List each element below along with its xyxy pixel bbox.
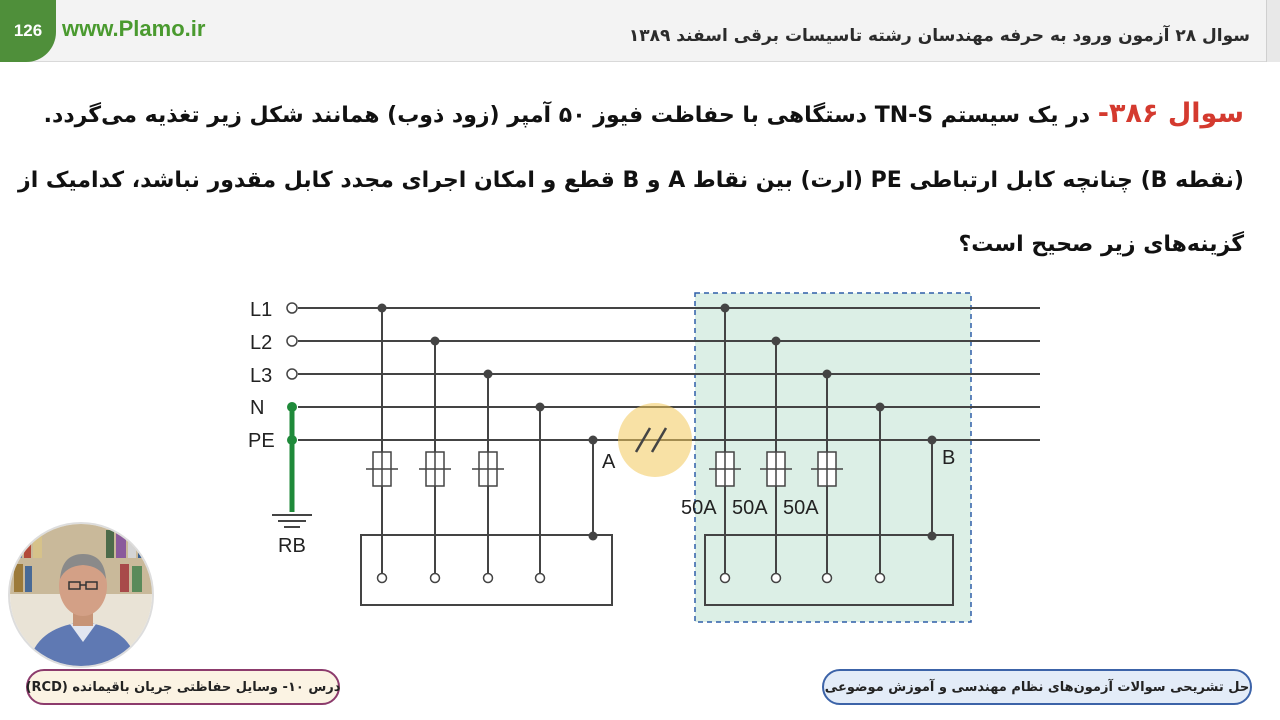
label-pe: PE	[248, 430, 275, 452]
question-line-2: (نقطه B) چنانچه کابل ارتباطی PE (ارت) بین نقاط A و B قطع و امکان اجرای مجدد کابل مقدور نباشد، کدامیک از	[18, 168, 1244, 193]
left-device-enclosure	[361, 535, 612, 605]
fuse-rating-3: 50A	[783, 497, 819, 519]
lesson-title-pill: درس ۱۰- وسایل حفاظتی جریان باقیمانده (RCD)	[26, 669, 340, 705]
label-n: N	[250, 397, 265, 419]
question-line-3: گزینه‌های زیر صحیح است؟	[958, 232, 1244, 257]
terminal-l1	[287, 303, 297, 313]
tn-s-circuit-diagram	[0, 280, 1280, 640]
label-l2: L2	[250, 332, 273, 354]
label-l1: L1	[250, 299, 273, 321]
earth-ground-icon	[272, 515, 312, 527]
header-title: سوال ۲۸ آزمون ورود به حرفه مهندسان رشته تاسیسات برقی اسفند ۱۳۸۹	[628, 26, 1250, 46]
label-rb: RB	[278, 535, 306, 557]
fuse-rating-1: 50A	[681, 497, 717, 519]
page-number-badge: 126	[0, 0, 56, 62]
fuse-rating-2: 50A	[732, 497, 768, 519]
terminal-l2	[287, 336, 297, 346]
label-point-a: A	[602, 451, 616, 473]
label-point-b: B	[942, 447, 956, 469]
question-line-1-text: در یک سیستم TN-S دستگاهی با حفاظت فیوز ۵۰ آمپر (زود ذوب) همانند شکل زیر تغذیه می‌گردد.	[43, 103, 1091, 128]
presenter-avatar	[8, 522, 154, 668]
series-title-pill: حل تشریحی سوالات آزمون‌های نظام مهندسی و آموزش موضوعی	[822, 669, 1252, 705]
question-line-1	[44, 98, 1244, 129]
question-number: سوال ۳۸۶-	[1097, 98, 1244, 129]
site-url[interactable]: www.Plamo.ir	[62, 16, 206, 41]
header-bar	[0, 0, 1280, 62]
terminal-l3	[287, 369, 297, 379]
pe-break-marker	[618, 403, 692, 477]
header-edge	[1266, 0, 1280, 62]
label-l3: L3	[250, 365, 273, 387]
